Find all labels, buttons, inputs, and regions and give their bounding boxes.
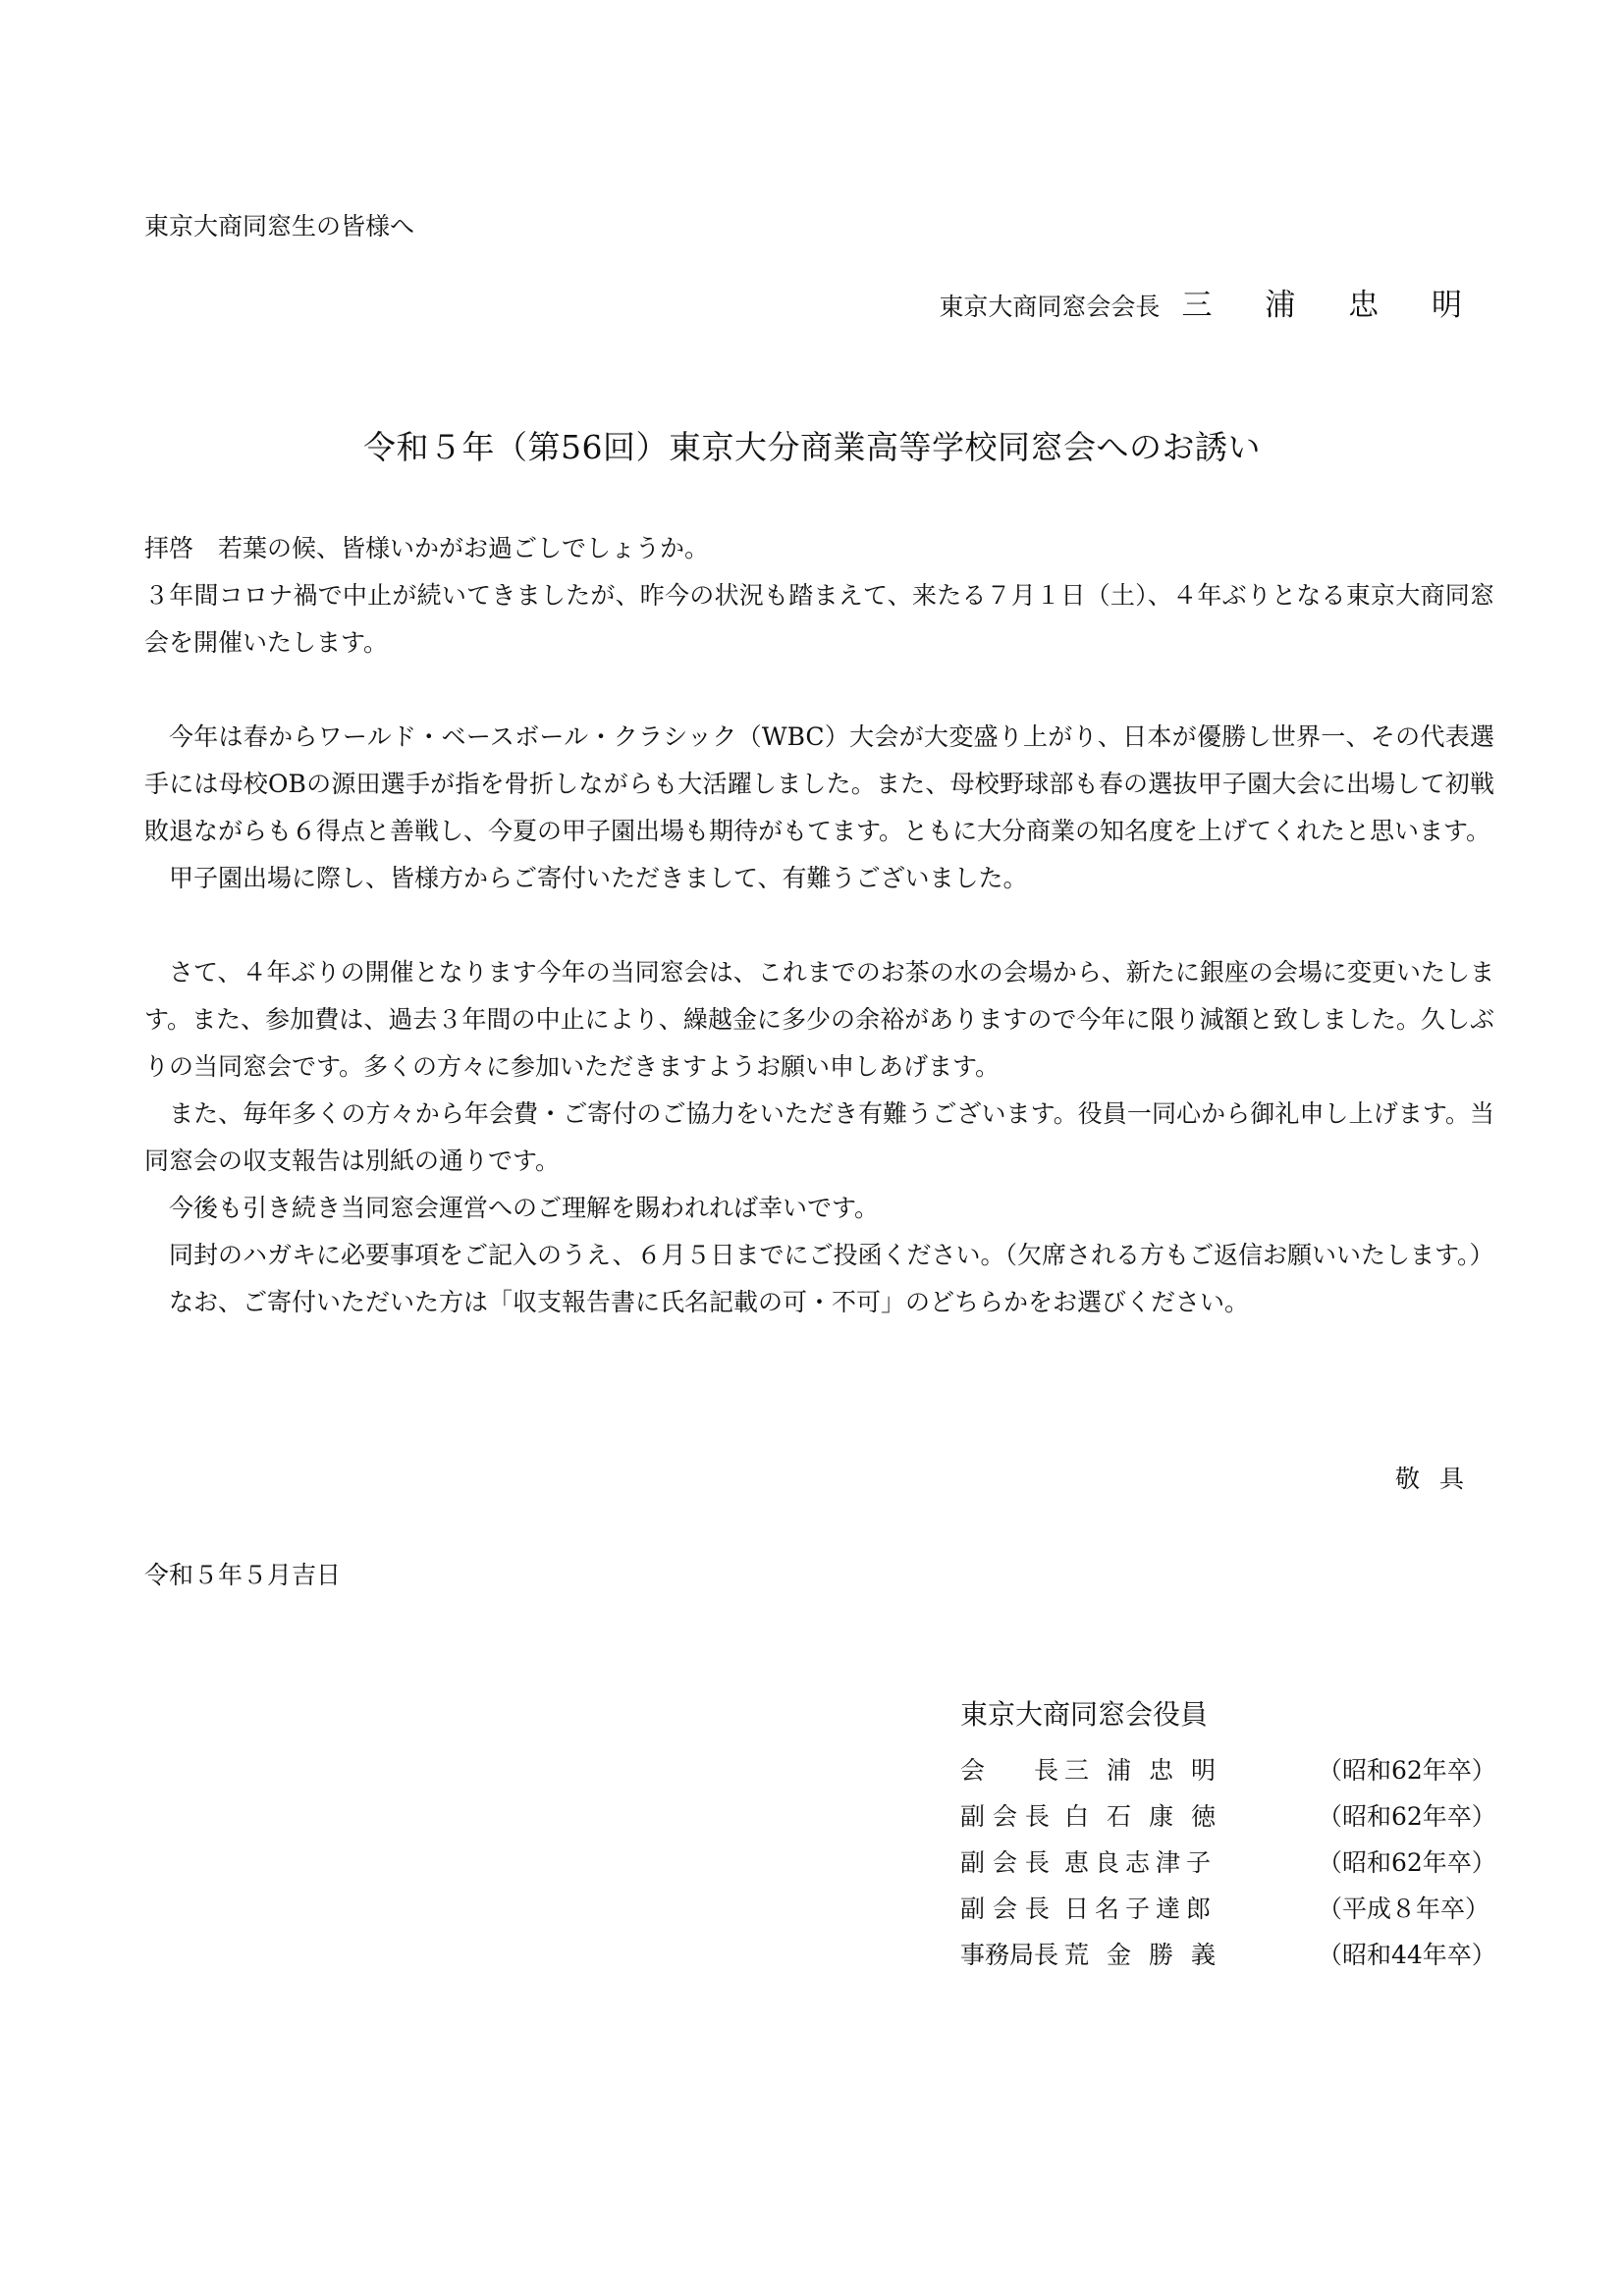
officer-row xyxy=(960,1745,1490,1791)
closing-salutation: 敬具 xyxy=(1394,1465,1484,1493)
officer-year: （昭和62年卒） xyxy=(1318,1801,1496,1831)
sender-name: 三 浦 忠 明 xyxy=(1181,288,1484,323)
officer-role: 副 会 長 xyxy=(960,1847,1050,1877)
donor-name-paragraph: なお、ご寄付いただいた方は「収支報告書に氏名記載の可・不可」のどちらかをお選びください。 xyxy=(169,1288,1250,1316)
addressee: 東京大商同窓生の皆様へ xyxy=(144,212,415,240)
officer-role: 副 会 長 xyxy=(960,1801,1050,1831)
fee-thanks-paragraph: また、毎年多くの方々から年会費・ご寄付のご協力をいただき有難うございます。役員一同心から御礼申し上げます。当同窓会の収支報告は別紙の通りです。 xyxy=(144,1099,1494,1175)
officers-heading: 東京大商同窓会役員 xyxy=(960,1698,1209,1731)
officer-year: （平成８年卒） xyxy=(1318,1894,1490,1923)
reply-paragraph: 同封のハガキに必要事項をご記入のうえ、６月５日までにご投函ください。（欠席される方もご返信お願いいたします。） xyxy=(169,1241,1494,1269)
sender-title: 東京大商同窓会会長 xyxy=(939,293,1161,321)
officer-year: （昭和62年卒） xyxy=(1318,1755,1496,1785)
support-paragraph: 今後も引き続き当同窓会運営へのご理解を賜われれば幸いです。 xyxy=(169,1194,880,1222)
officers-block xyxy=(960,1696,1496,1976)
donation-thanks-paragraph: 甲子園出場に際し、皆様方からご寄付いただきまして、有難うございました。 xyxy=(169,864,1028,892)
officer-name: 荒金勝義 xyxy=(1064,1940,1234,1969)
officer-role: 事務局長 xyxy=(960,1940,1059,1969)
announcement-paragraph: ３年間コロナ禍で中止が続いてきましたが、昨今の状況も踏まえて、来たる７月１日（土）、４年ぶりとなる東京大商同窓会を開催いたします。 xyxy=(144,581,1494,657)
officer-year: （昭和62年卒） xyxy=(1318,1847,1496,1877)
officer-name: 恵良志津子 xyxy=(1064,1847,1218,1877)
sender-line xyxy=(939,280,1484,324)
officer-row xyxy=(960,1930,1490,1976)
officer-row xyxy=(960,1791,1490,1838)
officer-year: （昭和44年卒） xyxy=(1318,1940,1496,1969)
greeting-paragraph: 拝啓 若葉の候、皆様いかがお過ごしでしょうか。 xyxy=(144,534,710,562)
venue-paragraph: さて、４年ぶりの開催となります今年の当同窓会は、これまでのお茶の水の会場から、新たに銀座の会場に変更いたします。また、参加費は、過去３年間の中止により、繰越金に多少の余裕がありますので今年に限り減額と致しました。久しぶりの当同窓会です。多くの方々に参加いただきますようお願い申しあげます。 xyxy=(144,958,1494,1081)
letter-body xyxy=(144,525,1494,1326)
officer-name: 三浦忠明 xyxy=(1064,1755,1234,1785)
paragraph-gap xyxy=(144,902,1494,949)
paragraph-gap xyxy=(144,667,1494,714)
officer-role: 副 会 長 xyxy=(960,1894,1050,1923)
officer-row xyxy=(960,1838,1490,1884)
letter-title: 令和５年（第56回）東京大分商業高等学校同窓会へのお誘い xyxy=(363,428,1261,466)
officer-name: 日名子達郎 xyxy=(1064,1894,1218,1923)
officers-table xyxy=(960,1745,1496,1976)
baseball-paragraph: 今年は春からワールド・ベースボール・クラシック（WBC）大会が大変盛り上がり、日本が優勝し世界一、その代表選手には母校OBの源田選手が指を骨折しながらも大活躍しました。また、母校野球部も春の選抜甲子園大会に出場して初戦敗退ながらも６得点と善戦し、今夏の甲子園出場も期待がもてます。ともに大分商業の知名度を上げてくれたと思います。 xyxy=(144,722,1494,845)
officer-row xyxy=(960,1884,1490,1930)
letter-date: 令和５年５月吉日 xyxy=(144,1561,342,1589)
officer-name: 白石康徳 xyxy=(1064,1801,1234,1831)
officer-role: 会 長 xyxy=(960,1755,1059,1785)
